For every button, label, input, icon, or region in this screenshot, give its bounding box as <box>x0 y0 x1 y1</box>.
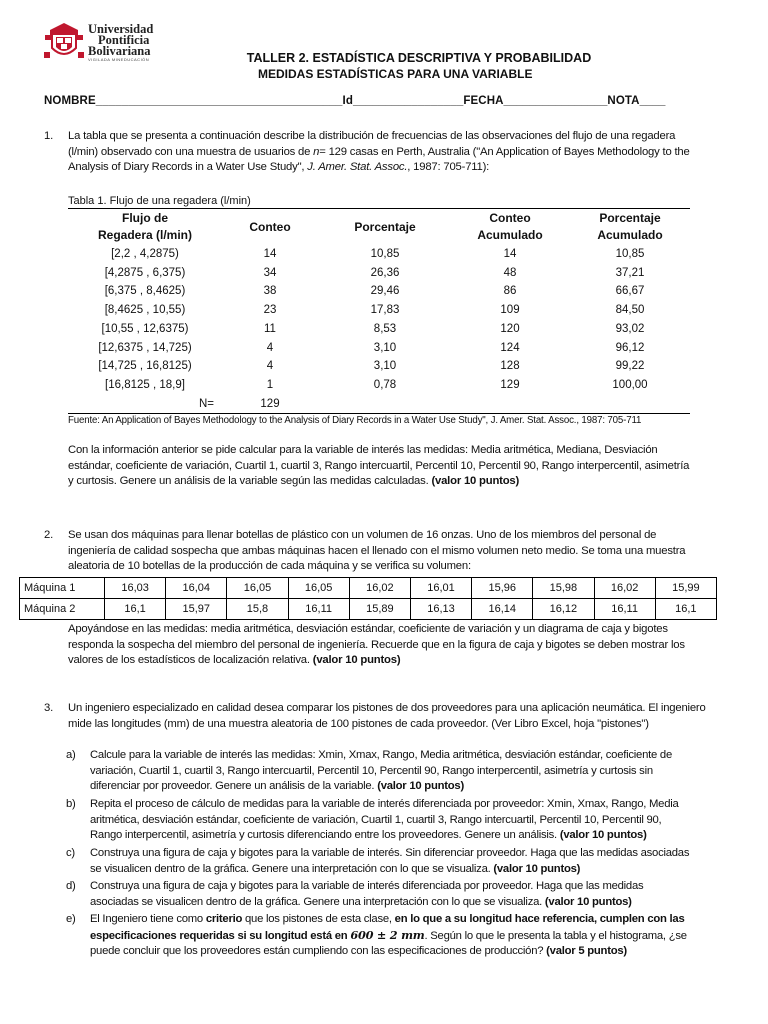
col-header-porcentaje-acumulado: Porcentaje Acumulado <box>597 211 663 242</box>
table-row <box>70 245 690 264</box>
table-row <box>70 320 690 339</box>
table-row <box>20 578 717 599</box>
table-cell: 37,21 <box>615 266 645 279</box>
q1-instructions: Con la información anterior se pide calcular para la variable de interés las medidas: Media aritmética, Mediana, Desviación estándar, coeficiente de variación, Cuartil 1, cuartil 3, Rango intercuartil, Percentil 10, Percentil 90, Rango interpercentil, asimetría y curtosis. Genere un análisis de la variable según las medidas calculadas. (valor 10 puntos) <box>68 444 690 487</box>
table-cell: 96,12 <box>615 341 645 354</box>
table-cell: 10,85 <box>370 248 400 260</box>
table-cell: 17,83 <box>370 304 400 317</box>
table-cell: 14 <box>263 248 277 260</box>
table-cell: 16,05 <box>288 578 349 599</box>
n-label: N= <box>198 397 214 410</box>
table-cell: 16,1 <box>105 599 166 620</box>
table-cell: 86 <box>503 285 517 298</box>
table-row <box>20 599 717 620</box>
table-cell: 26,36 <box>370 266 400 279</box>
table-row <box>70 264 690 283</box>
table-cell: 109 <box>500 304 520 317</box>
table-cell: 16,02 <box>349 578 410 599</box>
table-cell: [8,4625 , 10,55) <box>104 304 186 317</box>
table-source: Fuente: An Application of Bayes Methodology to the Analysis of Diary Records in a Water Use Study", J. Amer. Stat. Assoc., 1987: 705-711 <box>68 415 642 426</box>
table-cell: 11 <box>264 322 276 335</box>
table-cell: 0,78 <box>373 378 397 391</box>
table-cell: 15,96 <box>472 578 533 599</box>
item-marker: c) <box>66 847 75 859</box>
q3-number: 3. <box>44 702 54 714</box>
table-cell: 15,97 <box>166 599 227 620</box>
table-cell: 3,10 <box>373 341 397 354</box>
table-cell: [4,2875 , 6,375) <box>104 266 186 279</box>
table-row <box>70 282 690 301</box>
table-cell: 129 <box>500 378 520 391</box>
table-cell: 16,04 <box>166 578 227 599</box>
logo-wordmark: Universidad Pontificia Bolivariana <box>88 22 154 58</box>
table-cell: 15,8 <box>227 599 288 620</box>
item-marker: b) <box>66 798 76 810</box>
table-cell: 8,53 <box>373 322 397 335</box>
table-cell: 4 <box>266 360 274 373</box>
table-cell: 16,03 <box>105 578 166 599</box>
table-row <box>70 301 690 320</box>
table-cell: 16,01 <box>410 578 471 599</box>
table-bottom-rule <box>68 413 690 414</box>
table-cell: 16,02 <box>594 578 655 599</box>
table-cell: 15,99 <box>655 578 716 599</box>
table-cell: 48 <box>503 266 517 279</box>
item-marker: a) <box>66 749 76 761</box>
q1-statement: La tabla que se presenta a continuación describe la distribución de frecuencias de las observaciones del flujo de una regadera (l/min) observado con una muestra de usuarios de n= 129 casas en Perth, Australia ("An Application of Bayes Methodology to the Analysis of Diary Records in a Water Use Study", J. Amer. Stat. Assoc., 1987: 705-711): <box>68 130 690 173</box>
col-header-porcentaje: Porcentaje <box>354 219 416 234</box>
q3-statement: Un ingeniero especializado en calidad desea comparar los pistones de dos proveedores para una aplicación neumática. El ingeniero mide las longitudes (mm) de una muestra aleatoria de 100 pistones de cada proveedor. (Ver Libro Excel, hoja "pistones") <box>68 702 706 730</box>
table-cell: 4 <box>266 341 274 354</box>
table-cell: [2,2 , 4,2875) <box>111 248 179 260</box>
table-header-row <box>70 209 690 245</box>
table-cell: 16,05 <box>227 578 288 599</box>
table-cell: [6,375 , 8,4625) <box>104 285 186 298</box>
table-cell: 16,1 <box>655 599 716 620</box>
table-row <box>70 339 690 358</box>
table-cell: 1 <box>266 378 274 391</box>
col-header-flujo: Flujo de Regadera (l/min) <box>97 211 193 242</box>
table-cell: 38 <box>263 285 277 298</box>
table-cell: 14 <box>503 248 517 260</box>
table-cell: 120 <box>500 322 520 335</box>
machines-table <box>19 577 717 620</box>
table-cell: 124 <box>500 341 520 354</box>
table-cell: [10,55 , 12,6375) <box>101 322 189 335</box>
table-cell: 16,12 <box>533 599 594 620</box>
q2-instructions: Apoyándose en las medidas: media aritmética, desviación estándar, coeficiente de variación y un diagrama de caja y bigotes responda la sospecha del miembro del personal de ingeniería. Recuerde que en la figura de caja y bigotes se deben mostrar los valores de los estadísticos de localización relativa. (valor 10 puntos) <box>68 623 685 666</box>
table-cell: 16,11 <box>594 599 655 620</box>
table-cell: 15,98 <box>533 578 594 599</box>
table-cell: 34 <box>263 266 277 279</box>
row-label: Máquina 1 <box>20 578 105 599</box>
table-cell: 84,50 <box>615 304 645 317</box>
table-row <box>70 357 690 376</box>
spec-range: 600 ± 2 mm <box>350 927 425 942</box>
table-cell: 29,46 <box>370 285 400 298</box>
q1-number: 1. <box>44 130 54 142</box>
document-subtitle: MEDIDAS ESTADÍSTICAS PARA UNA VARIABLE <box>258 67 533 81</box>
table-cell: 23 <box>263 304 277 317</box>
col-header-conteo-acumulado: Conteo Acumulado <box>477 211 543 242</box>
document-title: TALLER 2. ESTADÍSTICA DESCRIPTIVA Y PROBABILIDAD <box>246 51 592 65</box>
table-cell: 3,10 <box>373 360 397 373</box>
table-cell: 128 <box>500 360 520 373</box>
table-cell: 66,67 <box>615 285 645 298</box>
table-cell: [12,6375 , 14,725) <box>98 341 192 354</box>
n-value: 129 <box>260 397 280 410</box>
table-cell: 16,11 <box>288 599 349 620</box>
table-cell: 10,85 <box>615 248 645 260</box>
table-cell: 100,00 <box>612 378 648 391</box>
table-cell: 15,89 <box>349 599 410 620</box>
table-cell: 93,02 <box>615 322 645 335</box>
q2-number: 2. <box>44 529 54 541</box>
item-marker: d) <box>66 880 76 892</box>
table-caption: Tabla 1. Flujo de una regadera (l/min) <box>68 195 251 207</box>
logo-subtitle: VIGILADA MINEDUCACIÓN <box>88 57 150 62</box>
frequency-table <box>70 209 690 413</box>
table-total-row <box>70 395 690 414</box>
table-cell: 16,13 <box>410 599 471 620</box>
row-label: Máquina 2 <box>20 599 105 620</box>
student-info-line: NOMBRE______________________________________Id_________________FECHA________________NOTA____ <box>44 95 666 107</box>
table-row <box>70 376 690 395</box>
col-header-conteo: Conteo <box>249 219 291 234</box>
table-cell: 16,14 <box>472 599 533 620</box>
table-cell: 99,22 <box>615 360 645 373</box>
item-marker: e) <box>66 913 76 925</box>
q2-statement: Se usan dos máquinas para llenar botellas de plástico con un volumen de 16 onzas. Uno de los miembros del personal de ingeniería de calidad sospecha que ambas máquinas hacen el llenado con el mismo volumen neto medio. Se toma una muestra aleatoria de 10 botellas de la producción de cada máquina y se verifica su volumen: <box>68 529 686 572</box>
table-cell: [16,8125 , 18,9] <box>105 378 185 391</box>
table-cell: [14,725 , 16,8125) <box>98 360 192 373</box>
